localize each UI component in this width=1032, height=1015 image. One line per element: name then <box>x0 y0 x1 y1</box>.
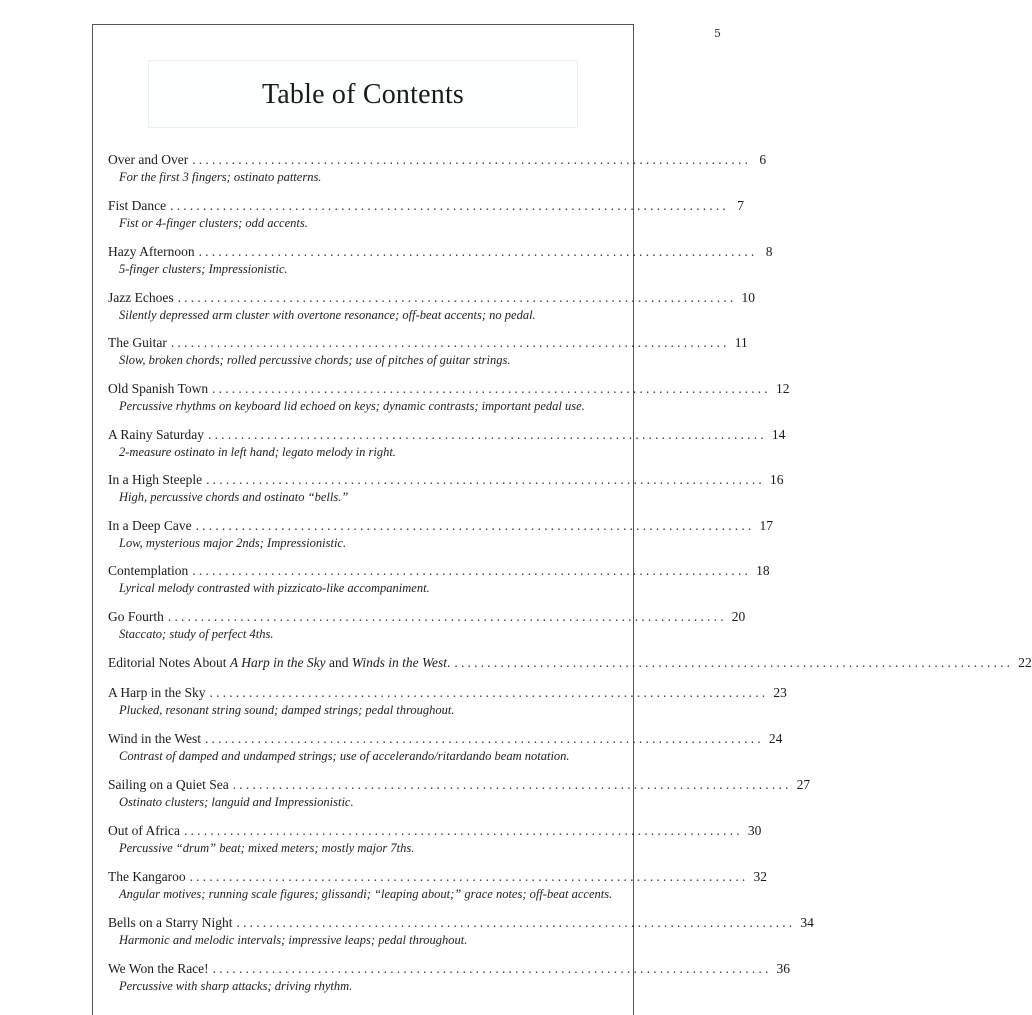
toc-entry-page: 8 <box>765 244 773 259</box>
dot-leader: ..................................................................................... <box>236 915 796 930</box>
dot-leader: ..................................................................................... <box>170 335 730 350</box>
toc-entry-title: Fist Dance <box>108 198 167 213</box>
dot-leader: ..................................................................................... <box>209 685 769 700</box>
toc-entry-page: 18 <box>756 563 770 578</box>
toc-entry-page: 20 <box>731 609 746 624</box>
toc-entry-title: The Kangaroo <box>108 869 186 884</box>
toc-entry-description: Slow, broken chords; rolled percussive chords; use of pitches of guitar strings. <box>119 353 511 367</box>
dot-leader: ..................................................................................... <box>212 961 772 976</box>
toc-entry-title: Contemplation <box>108 563 189 578</box>
toc-entry-title: In a Deep Cave <box>108 518 192 533</box>
toc-entry <box>108 380 790 415</box>
dot-leader: ..................................................................................... <box>204 731 764 746</box>
toc-entry-title: A Rainy Saturday <box>108 427 204 442</box>
toc-entry-description: Low, mysterious major 2nds; Impressionistic. <box>119 536 347 550</box>
dot-leader: ..................................................................................... <box>167 609 727 624</box>
toc-entry-title: Wind in the West <box>108 731 201 746</box>
toc-entry-title: We Won the Race! <box>108 961 209 976</box>
toc-entry-title: Out of Africa <box>108 823 180 838</box>
toc-entry-title: Hazy Afternoon <box>108 244 195 259</box>
toc-entry <box>108 426 786 461</box>
toc-entry-page: 7 <box>737 198 744 213</box>
toc-entry-page: 32 <box>753 869 767 884</box>
toc-entry-title: A Harp in the Sky <box>108 685 206 700</box>
toc-entry-page: 6 <box>759 152 767 167</box>
toc-entry <box>108 776 811 811</box>
dot-leader: ..................................................................................... <box>177 290 737 305</box>
toc-entry-page: 10 <box>741 290 755 305</box>
dot-leader: ..................................................................................... <box>232 777 792 792</box>
dot-leader: ..................................................................................... <box>192 152 752 167</box>
title-part-italic: A Harp in the Sky <box>229 655 326 670</box>
toc-entry-description: Percussive with sharp attacks; driving rhythm. <box>119 979 353 993</box>
toc-entry-page: 30 <box>747 823 762 838</box>
dot-leader: ..................................................................................... <box>208 427 767 442</box>
toc-entry <box>108 914 814 949</box>
toc-entry-description: 2-measure ostinato in left hand; legato melody in right. <box>119 445 396 459</box>
dot-leader: ..................................................................................... <box>189 869 749 884</box>
toc-entry-title: In a High Steeple <box>108 472 203 487</box>
toc-entry <box>108 608 746 643</box>
toc-entry-description: High, percussive chords and ostinato “bells.” <box>119 490 349 504</box>
toc-entry-page: 34 <box>800 915 814 930</box>
toc-entry <box>108 197 744 232</box>
toc-entry-page: 14 <box>771 427 786 442</box>
toc-entry <box>108 471 784 506</box>
toc-entry-description: Contrast of damped and undamped strings; use of accelerando/ritardando beam notation. <box>119 749 570 763</box>
toc-entry <box>108 151 767 186</box>
toc-entry-title: Over and Over <box>108 152 189 167</box>
toc-entry <box>108 334 748 369</box>
toc-entry-description: Fist or 4-finger clusters; odd accents. <box>119 216 308 230</box>
toc-entry-page: 23 <box>773 685 787 700</box>
toc-entry-description: Plucked, resonant string sound; damped strings; pedal throughout. <box>119 703 455 717</box>
title-part-italic: Winds in the West <box>351 655 447 670</box>
toc-entry-page: 24 <box>768 731 783 746</box>
title-part: and <box>325 655 352 670</box>
page-title: Table of Contents <box>261 79 465 110</box>
toc-entry-title: The Guitar <box>108 335 167 350</box>
toc-entry <box>108 960 791 995</box>
toc-entry-title: Go Fourth <box>108 609 164 624</box>
toc-entry-title <box>108 654 450 672</box>
toc-entry-page: 27 <box>796 777 811 792</box>
toc-entry-description: Harmonic and melodic intervals; impressive leaps; pedal throughout. <box>119 933 468 947</box>
toc-entry-description: Silently depressed arm cluster with overtone resonance; off-beat accents; no pedal. <box>119 308 536 322</box>
toc-entry-title: Bells on a Starry Night <box>108 915 233 930</box>
toc-entry-title: Sailing on a Quiet Sea <box>108 777 229 792</box>
toc-entry <box>108 243 773 278</box>
toc-entry-description: Staccato; study of perfect 4ths. <box>119 627 274 641</box>
toc-entry-title: Jazz Echoes <box>108 290 174 305</box>
toc-entry-page: 22 <box>1018 655 1032 670</box>
dot-leader: ..................................................................................... <box>192 563 752 578</box>
dot-leader: ..................................................................................... <box>198 244 758 259</box>
dot-leader: ..................................................................................... <box>212 381 771 396</box>
toc-entry-page: 17 <box>759 518 773 533</box>
toc-entry-description: For the first 3 fingers; ostinato patterns. <box>119 170 322 184</box>
dot-leader: ..................................................................................... <box>195 518 755 533</box>
toc-entry-description: Lyrical melody contrasted with pizzicato-like accompaniment. <box>119 581 430 595</box>
toc-entry-description: Angular motives; running scale figures; glissandi; “leaping about;” grace notes; off-beat accents. <box>119 887 613 901</box>
toc-entry <box>108 289 755 324</box>
toc-entry-page: 11 <box>734 335 748 350</box>
toc-entry <box>108 517 773 552</box>
dot-leader: ..................................................................................... <box>454 655 1014 670</box>
toc-entry <box>108 730 783 765</box>
toc-entry-description: 5-finger clusters; Impressionistic. <box>119 262 288 276</box>
title-part: Editorial Notes About <box>108 655 230 670</box>
toc-entry <box>108 562 770 597</box>
title-part: . <box>447 655 451 670</box>
toc-entry-page: 16 <box>769 472 784 487</box>
toc-entry <box>108 654 1032 672</box>
toc-entry-title: Old Spanish Town <box>108 381 209 396</box>
toc-entry <box>108 868 767 903</box>
toc-entry-description: Ostinato clusters; languid and Impressionistic. <box>119 795 354 809</box>
toc-entry-description: Percussive rhythms on keyboard lid echoed on keys; dynamic contrasts; important pedal use. <box>119 399 585 413</box>
page-number: 5 <box>714 27 721 40</box>
toc-entry <box>108 822 762 857</box>
dot-leader: ..................................................................................... <box>206 472 765 487</box>
toc-entry-page: 12 <box>775 381 790 396</box>
toc-entry <box>108 684 787 719</box>
toc-entry-description: Percussive “drum” beat; mixed meters; mostly major 7ths. <box>119 841 415 855</box>
toc-entry-page: 36 <box>776 961 791 976</box>
dot-leader: ..................................................................................... <box>183 823 743 838</box>
dot-leader: ..................................................................................... <box>170 198 729 213</box>
